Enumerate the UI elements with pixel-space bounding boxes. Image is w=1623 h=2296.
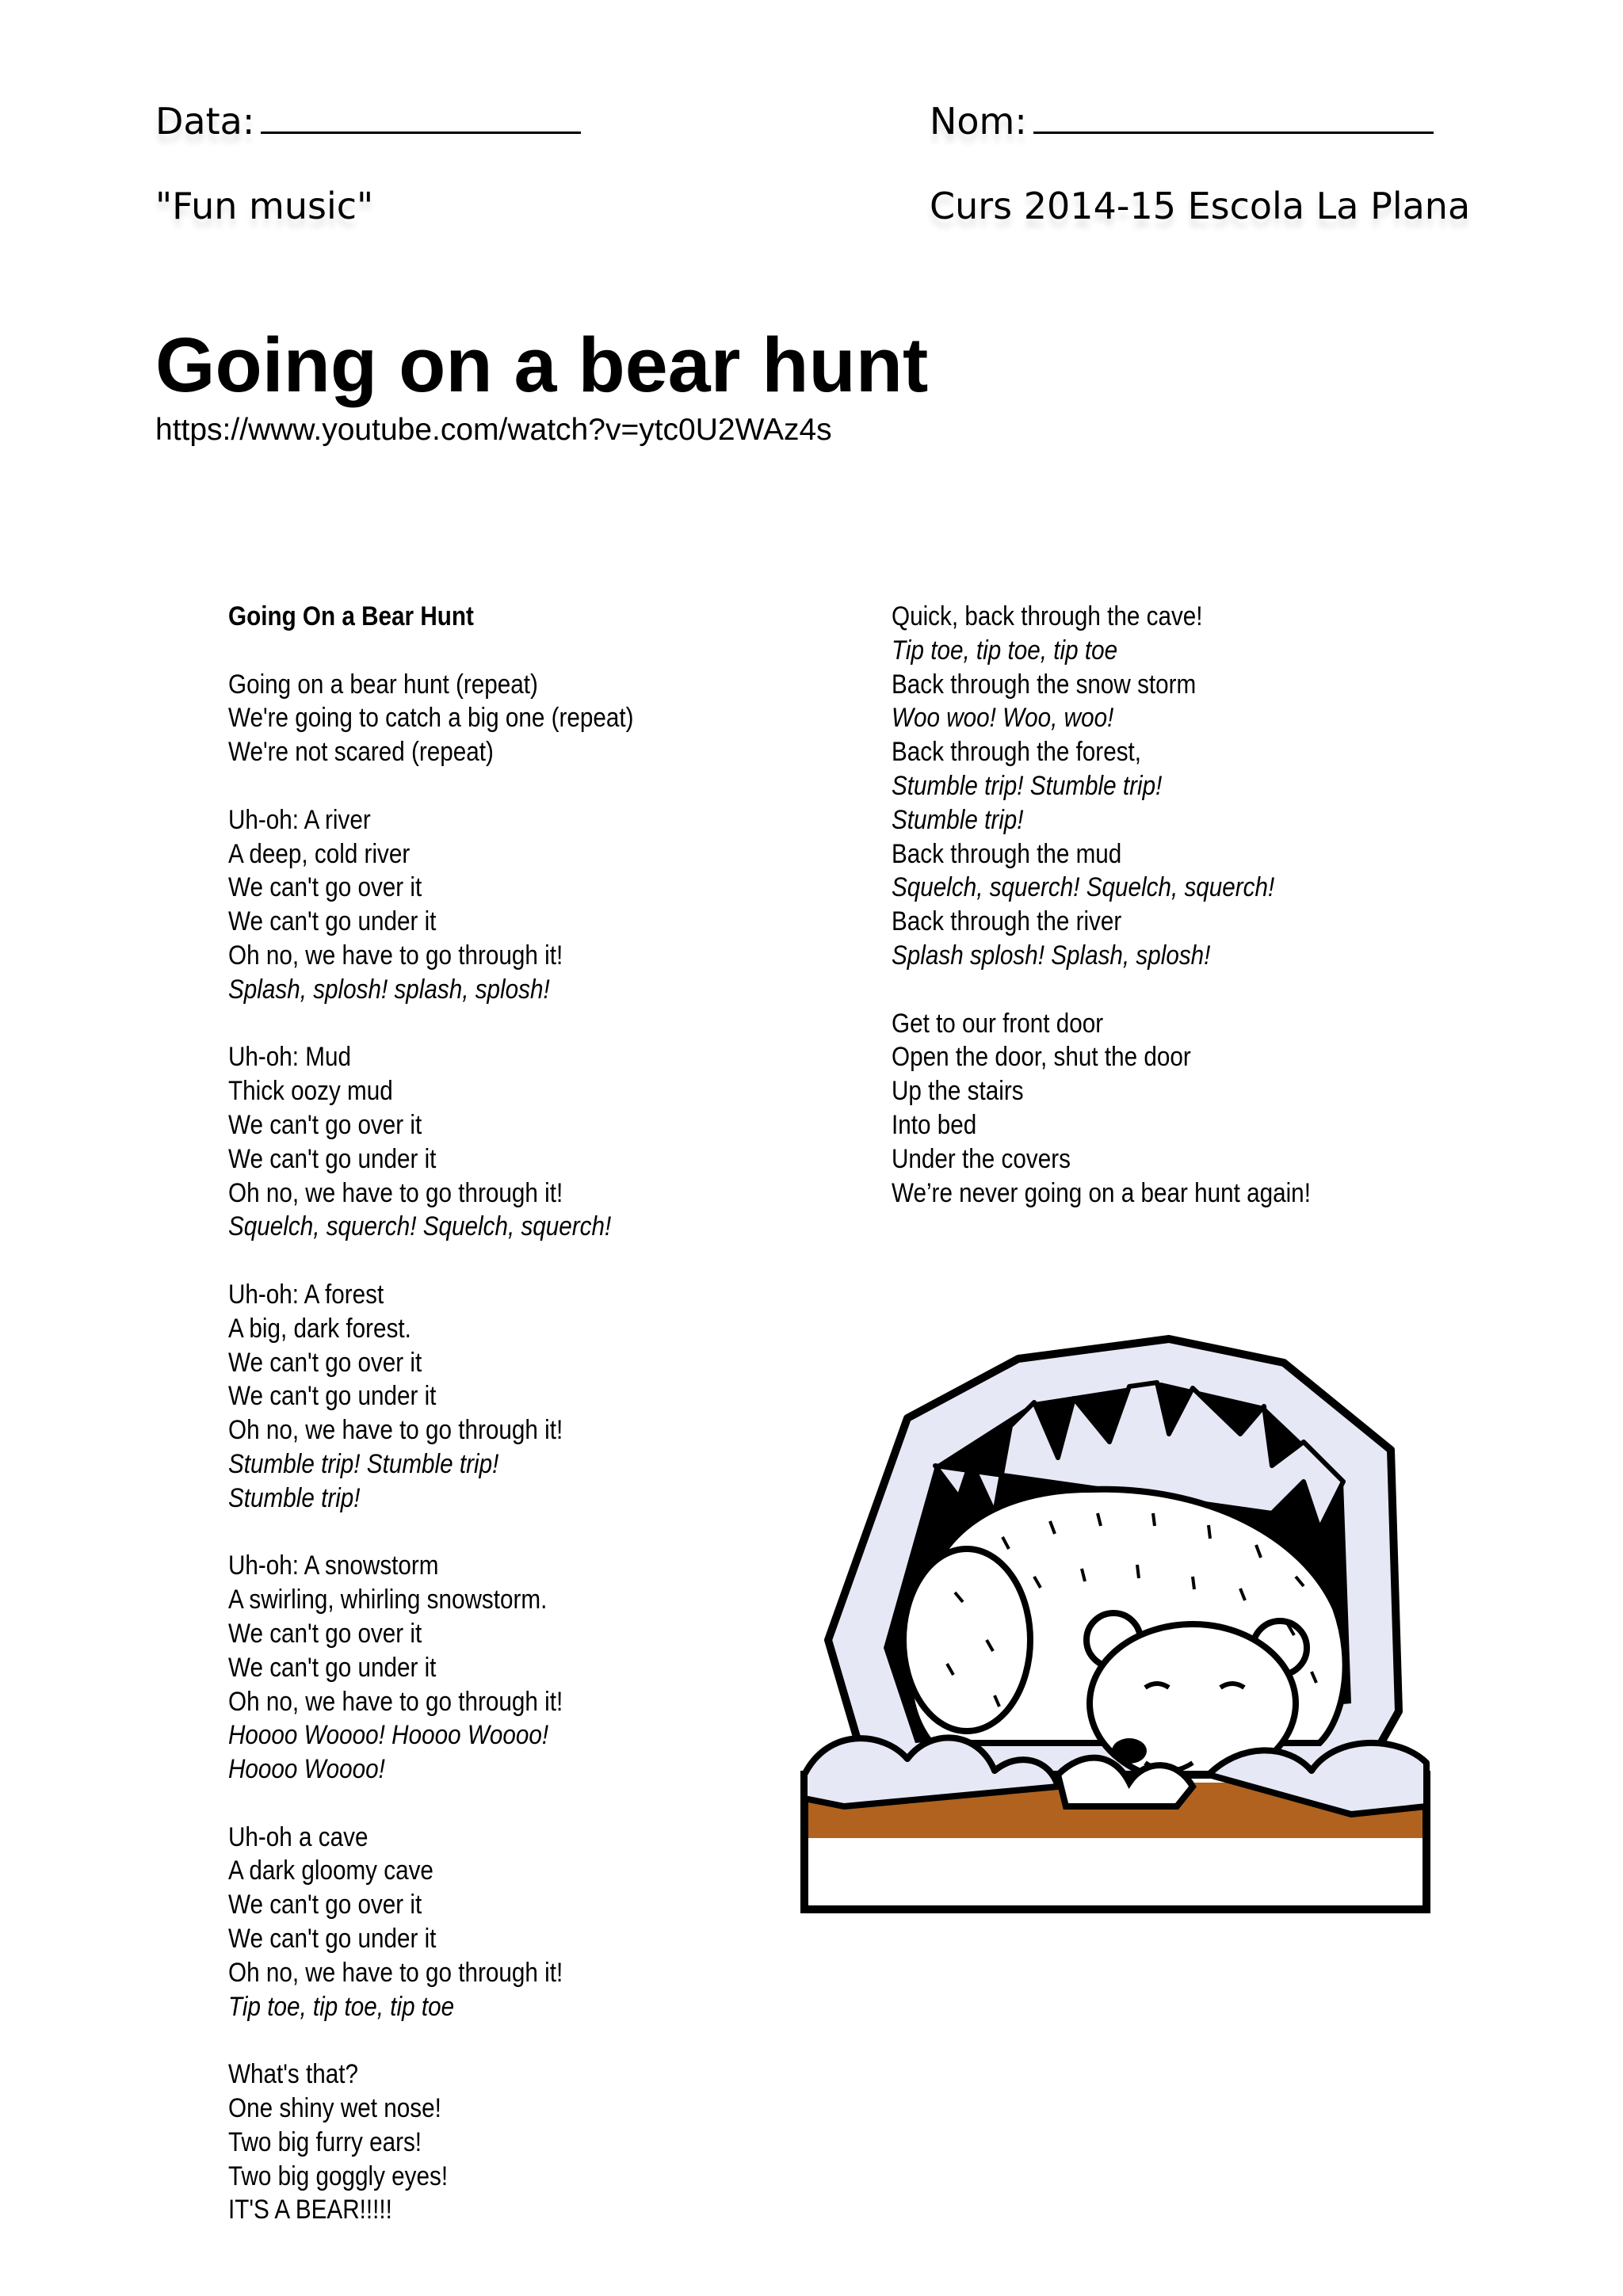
lyrics-heading: Going On a Bear Hunt xyxy=(228,601,474,631)
lyrics-left-column xyxy=(228,600,633,2227)
lyric-line: Uh-oh: A river xyxy=(228,804,371,835)
lyric-sound-line: Stumble trip! xyxy=(892,804,1024,835)
date-field xyxy=(155,97,581,143)
date-label: Data: xyxy=(155,100,255,143)
lyric-line: Thick oozy mud xyxy=(228,1076,393,1107)
lyric-line: Oh no, we have to go through it! xyxy=(228,940,563,971)
lyric-line: Oh no, we have to go through it! xyxy=(228,1415,563,1446)
stanza-gap xyxy=(228,634,633,668)
stanza-gap xyxy=(228,769,633,803)
lyric-line: One shiny wet nose! xyxy=(228,2093,441,2124)
lyric-line: Into bed xyxy=(892,1109,977,1140)
lyric-sound-line: Tip toe, tip toe, tip toe xyxy=(228,1991,455,2022)
lyric-line: Uh-oh: A forest xyxy=(228,1279,384,1310)
lyric-sound-line: Hoooo Woooo! Hoooo Woooo! xyxy=(228,1720,549,1751)
lyric-line: Under the covers xyxy=(892,1143,1071,1174)
lyric-line: We can't go under it xyxy=(228,906,437,937)
course-subtitle: "Fun music" xyxy=(155,185,374,227)
lyric-sound-line: Splash splosh! Splash, splosh! xyxy=(892,940,1211,971)
lyric-line: Open the door, shut the door xyxy=(892,1042,1191,1073)
lyric-sound-line: Splash, splosh! splash, splosh! xyxy=(228,974,550,1005)
lyric-sound-line: Stumble trip! Stumble trip! xyxy=(228,1448,499,1479)
lyric-line: We're not scared (repeat) xyxy=(228,737,494,768)
lyric-sound-line: Woo woo! Woo, woo! xyxy=(892,703,1114,734)
lyric-line: A big, dark forest. xyxy=(228,1313,411,1344)
date-blank-line[interactable] xyxy=(261,97,581,134)
lyric-sound-line: Squelch, squerch! Squelch, squerch! xyxy=(892,872,1275,903)
sleeping-polar-bear-cave-icon xyxy=(796,1331,1434,1925)
lyric-line: What's that? xyxy=(228,2059,358,2090)
page-title: Going on a bear hunt xyxy=(155,322,929,408)
lyric-line: We can't go under it xyxy=(228,1924,437,1955)
lyric-line: Oh no, we have to go through it! xyxy=(228,1957,563,1988)
stanza-gap xyxy=(228,1787,633,1821)
lyric-line: We can't go over it xyxy=(228,1347,422,1378)
video-url-link[interactable]: https://www.youtube.com/watch?v=ytc0U2WAz4s xyxy=(155,413,832,447)
lyric-line: Back through the forest, xyxy=(892,737,1142,768)
lyric-line: A swirling, whirling snowstorm. xyxy=(228,1585,548,1615)
stanza-gap xyxy=(228,1516,633,1550)
lyric-line: Back through the river xyxy=(892,906,1122,937)
lyric-line: We can't go under it xyxy=(228,1143,437,1174)
lyric-line: Oh no, we have to go through it! xyxy=(228,1177,563,1208)
lyric-line: A deep, cold river xyxy=(228,838,411,869)
lyric-sound-line: Stumble trip! xyxy=(228,1482,361,1513)
lyric-line: We're going to catch a big one (repeat) xyxy=(228,703,634,734)
lyric-sound-line: Tip toe, tip toe, tip toe xyxy=(892,635,1118,666)
stanza-gap xyxy=(228,1244,633,1278)
name-field xyxy=(930,97,1434,143)
lyric-line: Get to our front door xyxy=(892,1008,1104,1039)
lyric-line: Up the stairs xyxy=(892,1076,1024,1107)
lyric-line: We can't go over it xyxy=(228,1109,422,1140)
lyric-line: Two big furry ears! xyxy=(228,2126,422,2157)
lyric-line: Uh-oh: Mud xyxy=(228,1042,352,1073)
name-label: Nom: xyxy=(930,100,1027,143)
lyric-line: Uh-oh: A snowstorm xyxy=(228,1550,439,1581)
lyric-line: We can't go over it xyxy=(228,1618,422,1649)
lyric-sound-line: Stumble trip! Stumble trip! xyxy=(892,770,1163,801)
stanza-gap xyxy=(228,2023,633,2058)
lyric-line: Uh-oh a cave xyxy=(228,1821,369,1852)
lyric-line: Two big goggly eyes! xyxy=(228,2161,449,2191)
lyrics-right-column xyxy=(892,600,1311,1210)
lyric-line: Going on a bear hunt (repeat) xyxy=(228,669,538,700)
lyric-line: We can't go under it xyxy=(228,1381,437,1412)
lyric-line: Back through the snow storm xyxy=(892,669,1197,700)
lyric-line: A dark gloomy cave xyxy=(228,1855,433,1886)
lyric-line: We can't go over it xyxy=(228,872,422,903)
lyric-line: Back through the mud xyxy=(892,838,1122,869)
name-blank-line[interactable] xyxy=(1033,97,1434,134)
lyric-line: We can't go under it xyxy=(228,1652,437,1683)
lyric-line: Quick, back through the cave! xyxy=(892,601,1203,631)
stanza-gap xyxy=(228,1007,633,1041)
lyric-line: We’re never going on a bear hunt again! xyxy=(892,1177,1311,1208)
lyric-line: IT'S A BEAR!!!!! xyxy=(228,2195,392,2225)
lyric-line: We can't go over it xyxy=(228,1890,422,1920)
bear-paw xyxy=(903,1549,1030,1731)
lyric-line: Oh no, we have to go through it! xyxy=(228,1686,563,1717)
stanza-gap xyxy=(892,973,1311,1007)
school-year-label: Curs 2014-15 Escola La Plana xyxy=(930,185,1471,227)
lyric-sound-line: Squelch, squerch! Squelch, squerch! xyxy=(228,1211,612,1242)
lyric-sound-line: Hoooo Woooo! xyxy=(228,1754,385,1785)
cub-nose xyxy=(1112,1738,1147,1764)
